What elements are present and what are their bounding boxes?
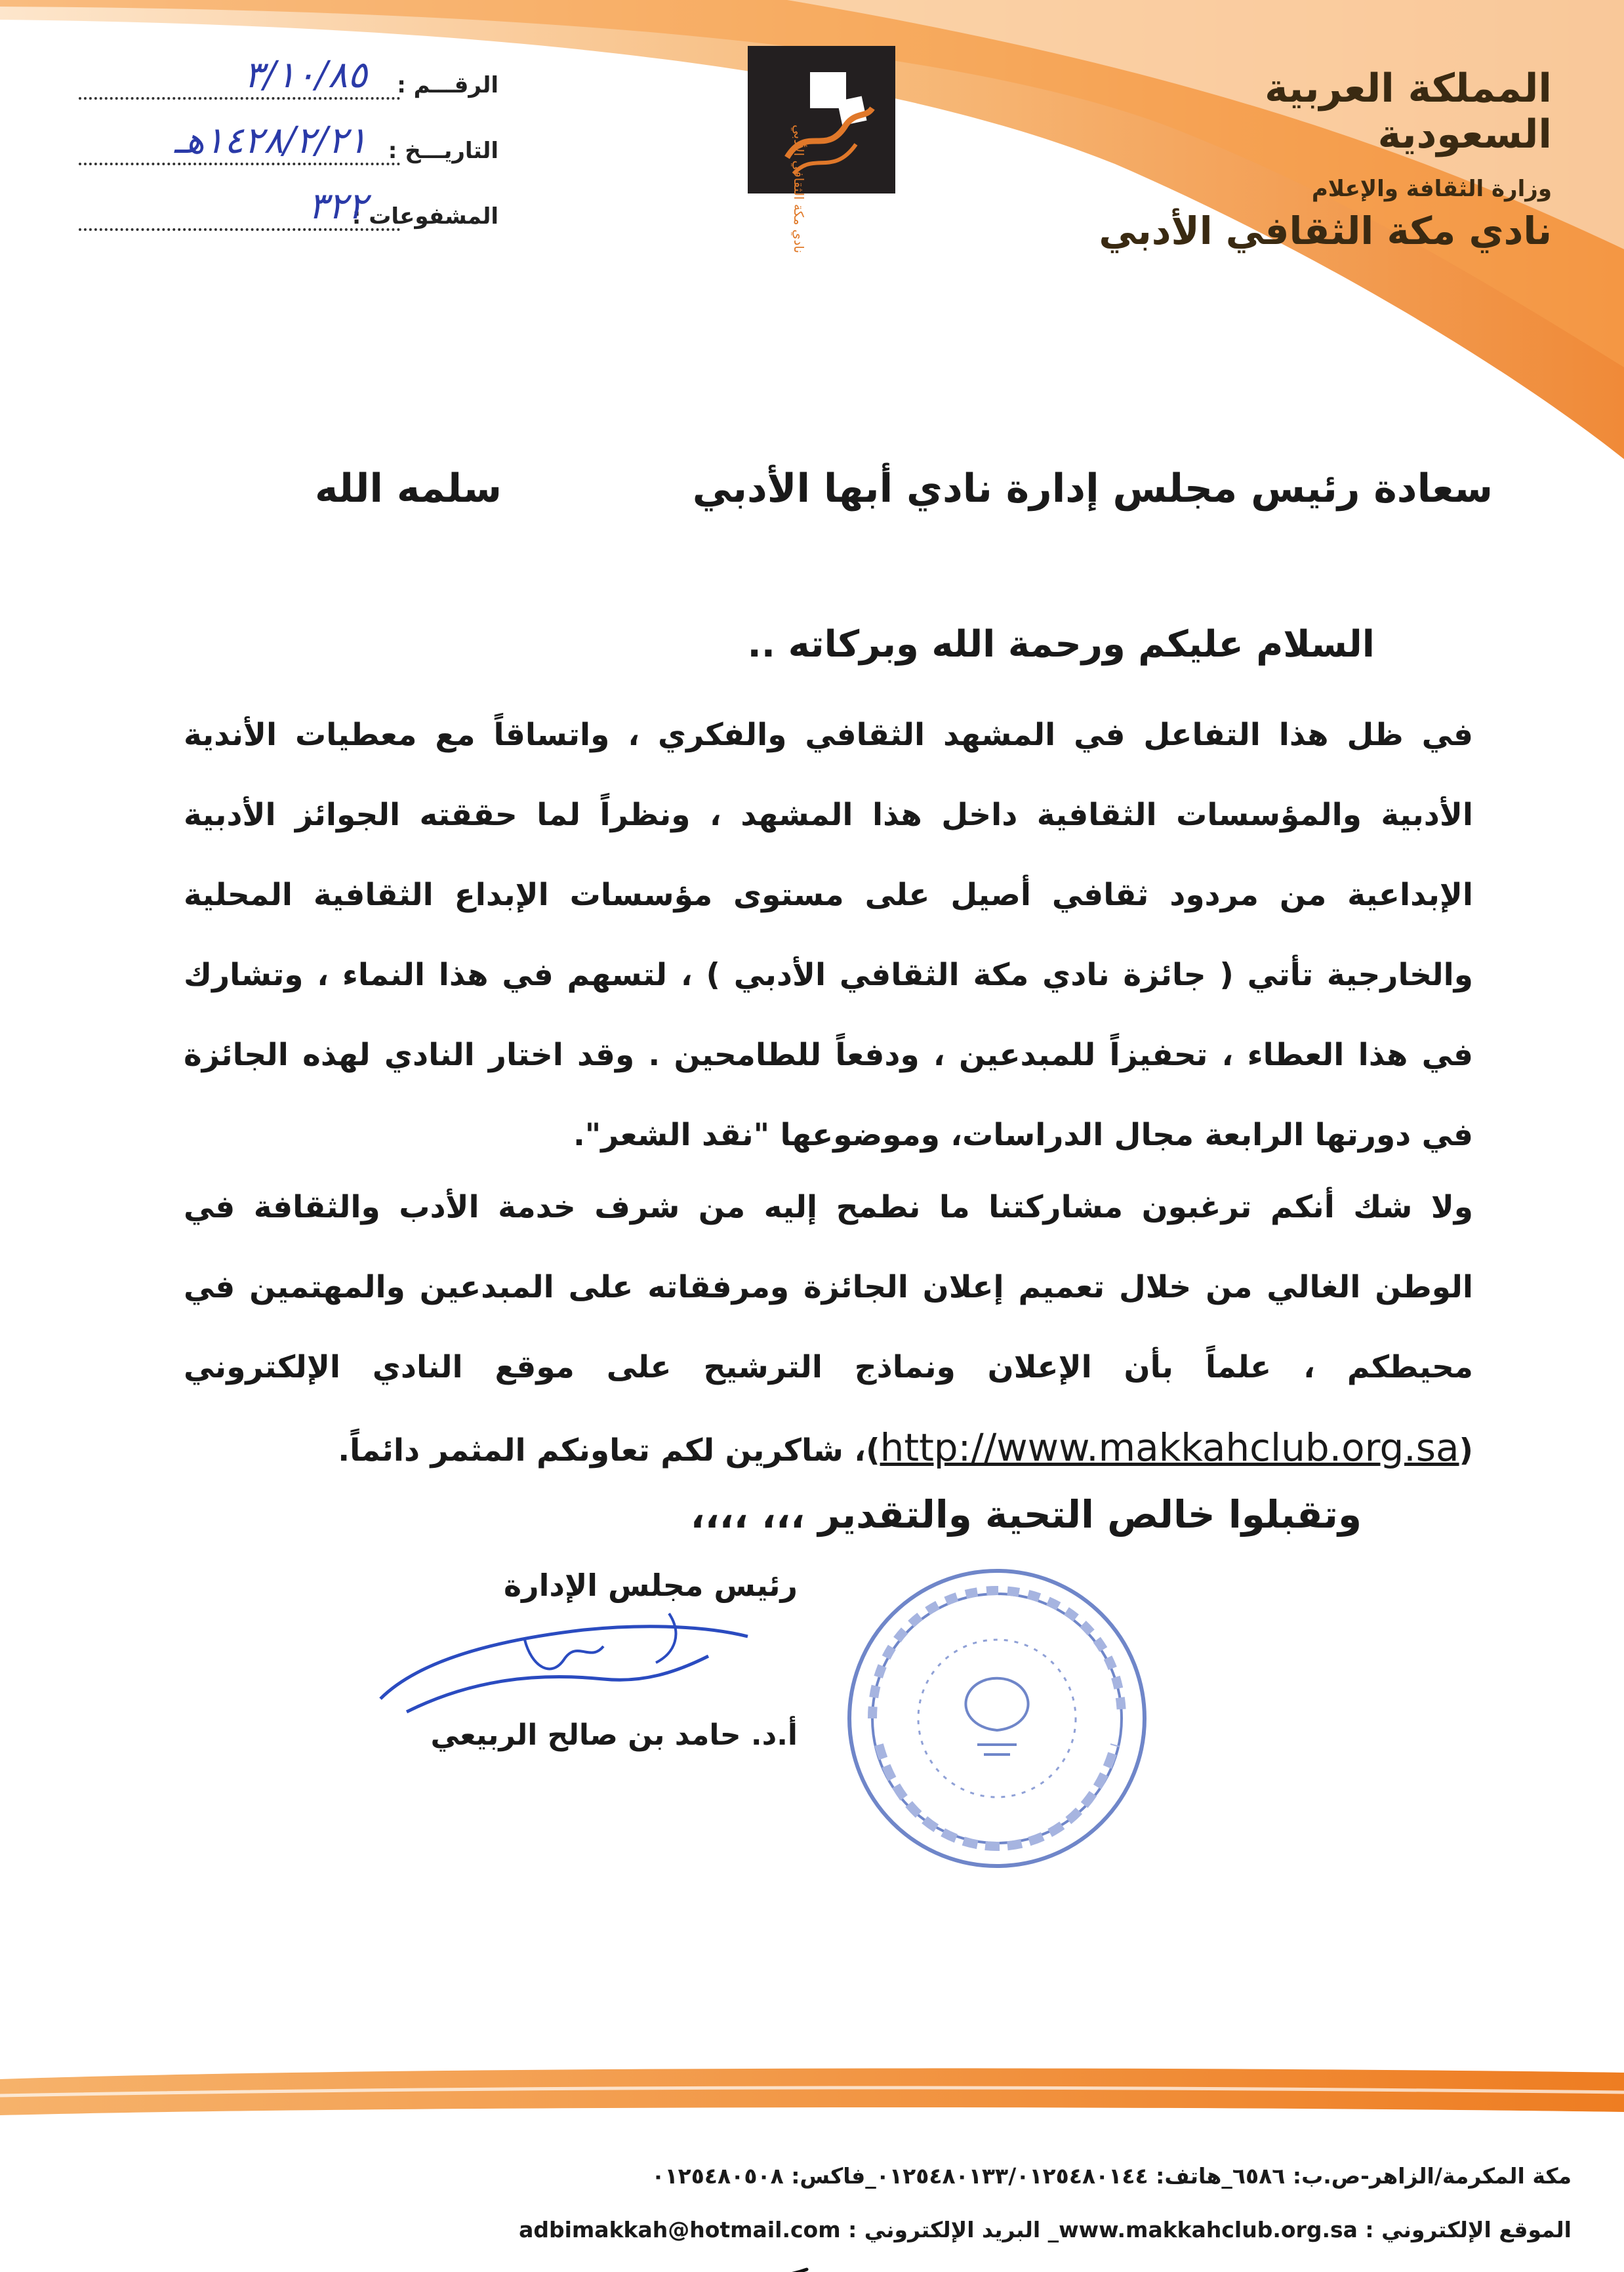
club-website-link[interactable]: http://www.makkahclub.org.sa	[880, 1425, 1459, 1470]
ref-number-value: ٣/١٠/٨٥	[243, 54, 367, 96]
paragraph-2-end: )، شاكرين لكم تعاونكم المثمر دائماً.	[338, 1432, 880, 1469]
logo-caption: نادي مكة الثقافي الأدبي	[791, 125, 807, 254]
paragraph-2	[184, 1167, 1473, 1491]
addressee: سعادة رئيس مجلس إدارة نادي أبها الأدبي	[692, 466, 1493, 512]
signatory-name: أ.د. حامد بن صالح الربيعي	[430, 1718, 798, 1752]
ref-date-label: التاريـــخ :	[388, 138, 498, 164]
ref-date-row	[79, 119, 498, 190]
ref-date-value: ١٤٢٨/٢/٢١هـ	[174, 119, 367, 162]
ref-attachments-value: ٣٢٢	[308, 185, 367, 228]
ref-attachments-label: المشفوعات :	[352, 203, 498, 230]
footer-address: مكة المكرمة/الزاهر-ص.ب: ٦٥٨٦_هاتف: ٠١٢٥٤٨٠١٣٣/٠١٢٥٤٨٠١٤٤_فاكس: ٠١٢٥٤٨٠٥٠٨	[651, 2163, 1572, 2189]
ref-number-row	[79, 54, 498, 125]
ref-attachments-line	[79, 228, 400, 231]
org-country: المملكة العربية السعودية	[1265, 66, 1552, 157]
paragraph-2-text: ولا شك أنكم ترغبون مشاركتنا ما نطمح إليه من شرف خدمة الأدب والثقافة في الوطن الغالي من خلال تعميم إعلان الجائزة ومرفقاته على المبدعين والمهتمين في محيطكم ، علماً بأن الإعلان ونماذج الترشيح على موقع النادي الإلكتروني (	[184, 1189, 1473, 1469]
ref-number-label: الرقـــم :	[397, 72, 498, 98]
footer-contacts: الموقع الإلكتروني : www.makkahclub.org.sa_ البريد الإلكتروني : adbimakkah@hotmail.com	[519, 2217, 1572, 2242]
closing-line: وتقبلوا خالص التحية والتقدير ،،، ،،،،	[690, 1492, 1362, 1537]
paragraph-1: في ظل هذا التفاعل في المشهد الثقافي والفكري ، واتساقاً مع معطيات الأندية الأدبية والمؤسسات الثقافية داخل هذا المشهد ، ونظراً لما حققته الجوائز الأدبية الإبداعية من مردود ثقافي أصيل على مستوى مؤسسات الإبداع الثقافية المحلية والخارجية تأتي ( جائزة نادي مكة الثقافي الأدبي ) ، لتسهم في هذا النماء ، وتشارك في هذا العطاء ، تحفيزاً للمبدعين ، ودفعاً للطامحين . وقد اختار النادي لهذه الجائزة في دورتها الرابعة مجال الدراسات، وموضوعها "نقد الشعر".	[184, 717, 1473, 1153]
org-ministry: وزارة الثقافة والإعلام	[1311, 176, 1552, 202]
reference-block	[79, 54, 498, 256]
addressee-line	[315, 466, 1493, 512]
ref-attachments-row	[79, 185, 498, 256]
organization-block	[1093, 66, 1552, 253]
signatory-title: رئيس مجلس الإدارة	[503, 1568, 798, 1603]
ref-number-line	[79, 97, 400, 100]
greeting: السلام عليكم ورحمة الله وبركاته ..	[747, 623, 1375, 666]
ref-date-line	[79, 163, 400, 165]
footer-band	[0, 2066, 1624, 2119]
org-club: نادي مكة الثقافي الأدبي	[1099, 209, 1552, 253]
addressee-blessing: سلمه الله	[315, 466, 502, 512]
